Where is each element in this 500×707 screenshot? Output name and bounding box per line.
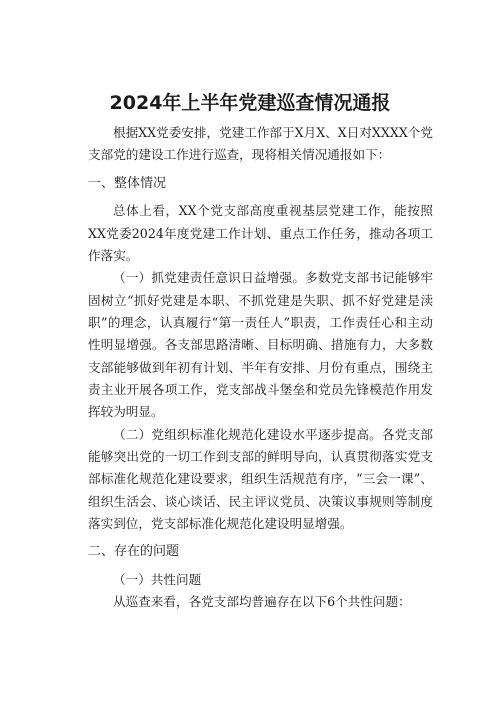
section-heading-overall: 一、整体情况: [88, 175, 167, 191]
responsibility-paragraph: （一）抓党建责任意识日益增强。多数党支部书记能够牢固树立“抓好党建是本职、不抓党建是失职、抓不好党建是渎职”的理念，认真履行“第一责任人”职责，工作责任心和主动性明显增强。各支部思路清晰、目标明确、措施有力，大多数支部能够做到年初有计划、半年有安排、月份有重点，围绕主责主业开展各项工作，党支部战斗堡垒和党员先锋模范作用发挥较为明显。: [88, 270, 433, 420]
overall-paragraph: 总体上看，XX个党支部高度重视基层党建工作，能按照XX党委2024年度党建工作计划、重点工作任务，推动各项工作落实。: [88, 203, 433, 263]
problems-intro-paragraph: 从巡查来看，各党支部均普遍存在以下6个共性问题：: [113, 594, 411, 610]
subheading-common-problems: （一）共性问题: [113, 571, 202, 587]
intro-paragraph: 根据XX党委安排，党建工作部于X月X、X日对XXXX个党支部党的建设工作进行巡查，现将相关情况通报如下：: [88, 125, 433, 163]
standardization-paragraph: （二）党组织标准化规范化建设水平逐步提高。各党支部能够突出党的一切工作到支部的鲜明导向，认真贯彻落实党支部标准化规范化建设要求，组织生活规范有序，“三会一课”、组织生活会、谈心谈话、民主评议党员、决策议事规则等制度落实到位，党支部标准化规范化建设明显增强。: [88, 426, 433, 531]
document-title: 2024年上半年党建巡查情况通报: [109, 92, 391, 114]
document-body: [88, 122, 433, 614]
section-heading-problems: 二、存在的问题: [88, 544, 180, 560]
